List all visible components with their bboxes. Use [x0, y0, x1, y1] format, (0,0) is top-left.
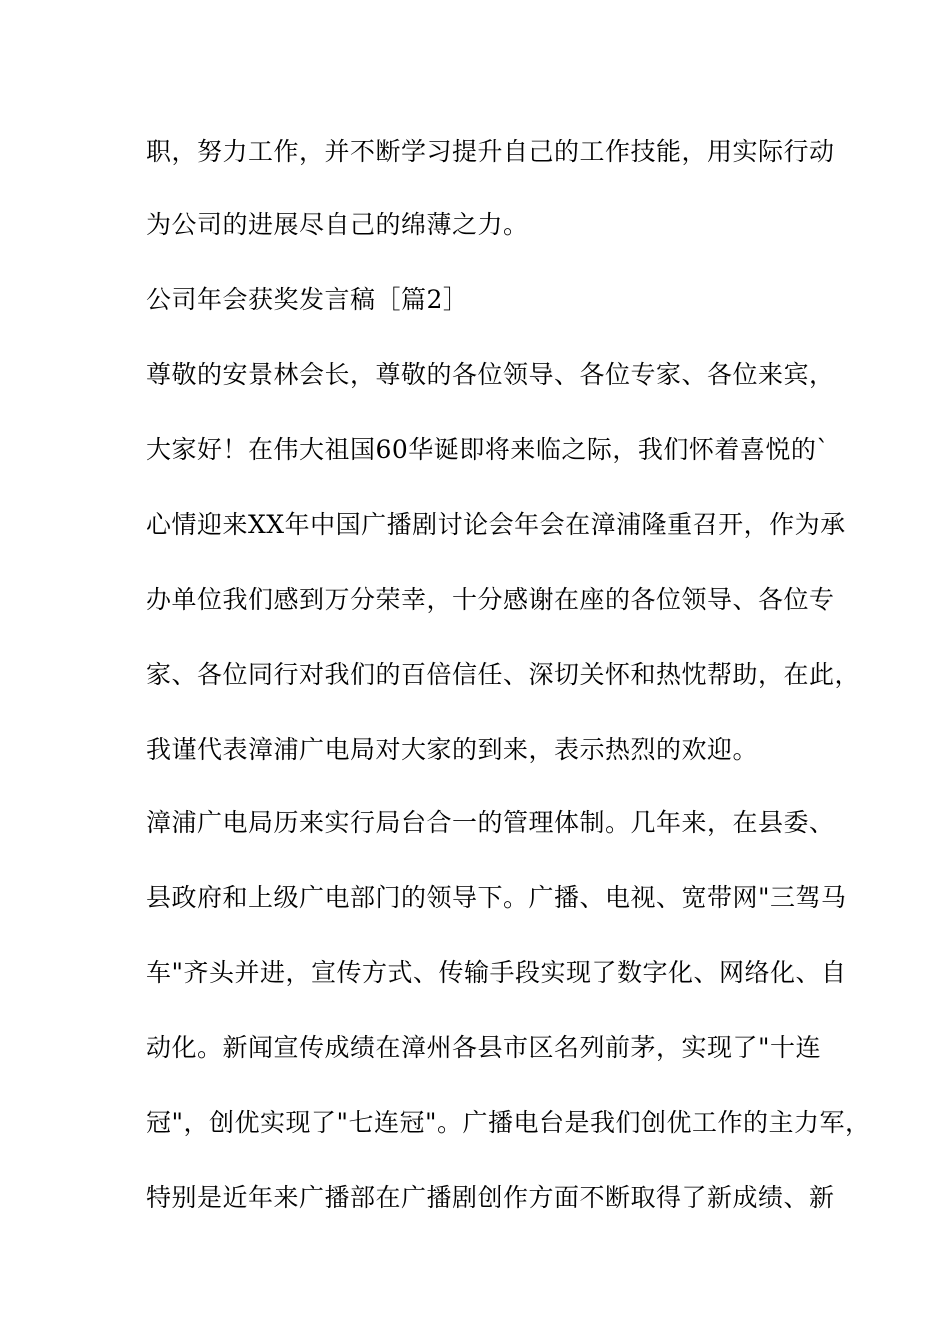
text-line: 我谨代表漳浦广电局对大家的到来，表示热烈的欢迎。 [146, 735, 759, 764]
text-line: 家、各位同行对我们的百倍信任、深切关怀和热忱帮助，在此， [146, 660, 861, 689]
text-line: 职，努力工作，并不断学习提升自己的工作技能，用实际行动 [146, 137, 835, 166]
section-heading: 公司年会获奖发言稿［篇2］ [146, 285, 469, 314]
text-line: 冠"，创优实现了"七连冠"。广播电台是我们创优工作的主力军， [146, 1108, 871, 1137]
text-line: 特别是近年来广播部在广播剧创作方面不断取得了新成绩、新 [146, 1183, 835, 1212]
text-line: 为公司的进展尽自己的绵薄之力。 [146, 210, 529, 239]
text-line: 尊敬的安景林会长，尊敬的各位领导、各位专家、各位来宾， [146, 360, 835, 389]
text-line: 心情迎来XX年中国广播剧讨论会年会在漳浦隆重召开，作为承 [146, 510, 846, 539]
text-line: 大家好！在伟大祖国60华诞即将来临之际，我们怀着喜悦的` [146, 435, 830, 464]
text-line: 县政府和上级广电部门的领导下。广播、电视、宽带网"三驾马 [146, 883, 847, 912]
text-line: 办单位我们感到万分荣幸，十分感谢在座的各位领导、各位专 [146, 585, 835, 614]
text-line: 漳浦广电局历来实行局台合一的管理体制。几年来，在县委、 [146, 808, 835, 837]
text-line: 动化。新闻宣传成绩在漳州各县市区名列前茅，实现了"十连 [146, 1033, 822, 1062]
text-line: 车"齐头并进，宣传方式、传输手段实现了数字化、网络化、自 [146, 958, 847, 987]
